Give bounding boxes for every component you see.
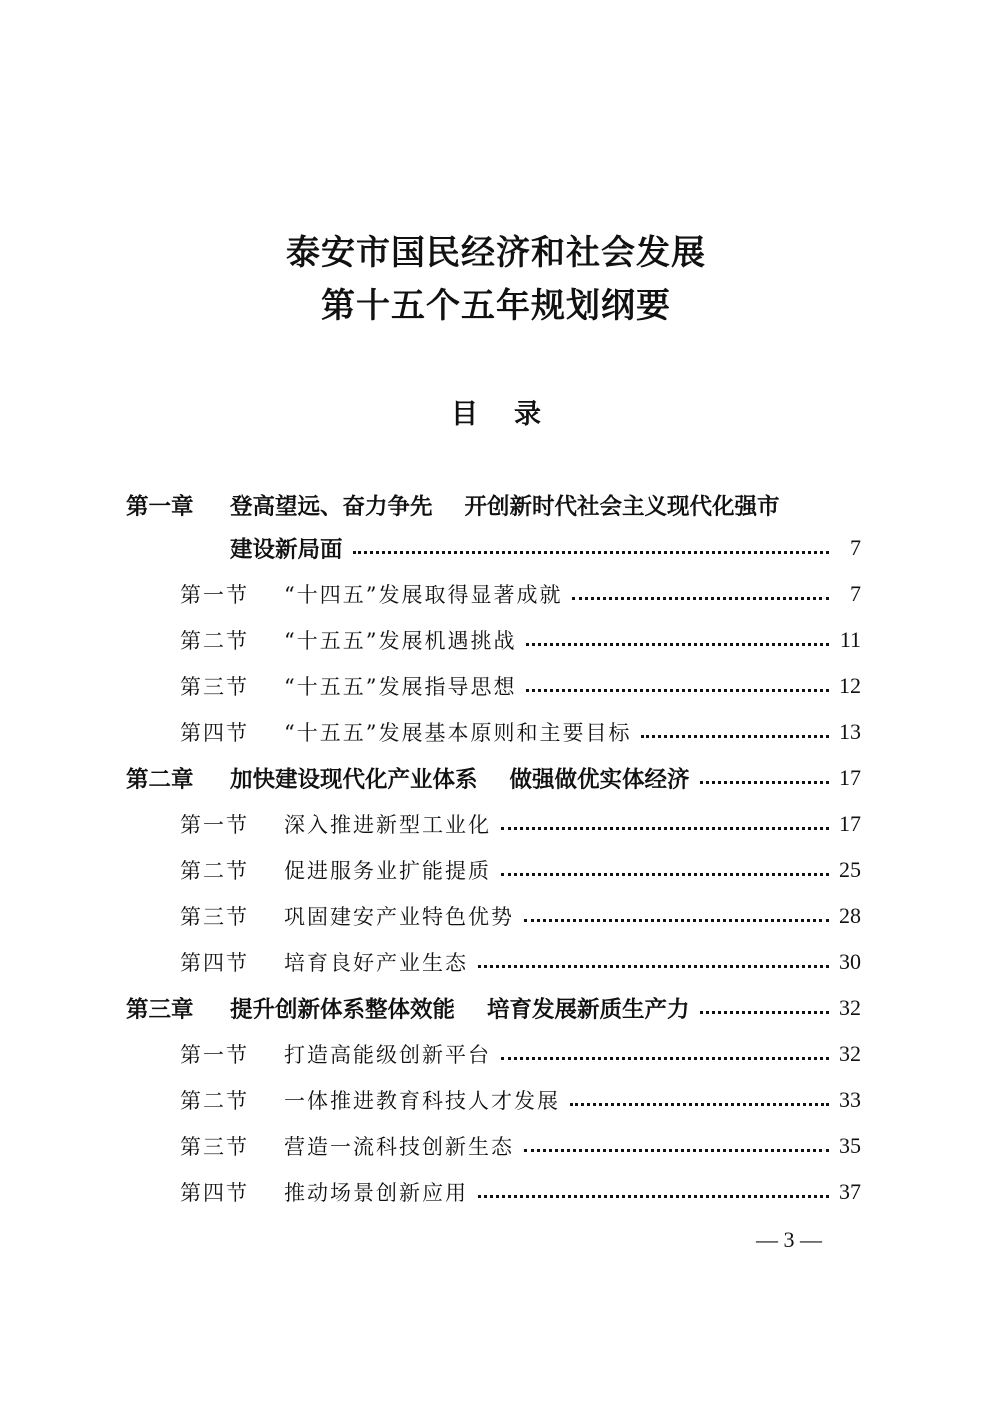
toc-page-number: 32 [839,1041,861,1066]
toc-chapter-3[interactable] [126,990,861,1026]
toc-title-part-b: 开创新时代社会主义现代化强市 [464,494,780,520]
document-title-line-2: 第十五个五年规划纲要 [321,286,671,326]
toc-leader-dots [478,965,829,968]
toc-title: “十五五”发展指导思想 [284,675,517,699]
toc-chapter-1-continued[interactable] [230,530,861,566]
toc-section[interactable] [180,806,861,842]
toc-number: 第四节 [180,1181,249,1205]
toc-page-number: 37 [839,1179,861,1204]
toc-section[interactable] [180,668,861,704]
toc-leader-dots [526,643,829,646]
toc-number: 第一节 [180,583,249,607]
toc-leader-dots [524,919,829,922]
toc-section[interactable] [180,1128,861,1164]
toc-number: 第一节 [180,1043,249,1067]
toc-title: 建设新局面 [230,537,343,563]
page-number-footer: — 3 — [756,1227,822,1252]
toc-number: 第四节 [180,721,249,745]
toc-section[interactable] [180,1036,861,1072]
document-title-line-1: 泰安市国民经济和社会发展 [286,233,706,273]
toc-title: 推动场景创新应用 [284,1181,468,1205]
toc-leader-dots [700,1011,829,1014]
toc-chapter-1[interactable] [126,487,861,523]
toc-page-number: 17 [839,765,861,790]
toc-leader-dots [700,781,829,784]
toc-heading-char-1: 目 [451,399,478,430]
toc-title: 促进服务业扩能提质 [284,859,491,883]
toc-leader-dots [570,1103,829,1106]
toc-page-number: 30 [839,949,861,974]
toc-page-number: 7 [850,535,861,560]
toc-number: 第二节 [180,629,249,653]
toc-page-number: 12 [839,673,861,698]
toc-title: 营造一流科技创新生态 [284,1135,514,1159]
toc-title: 培育良好产业生态 [284,951,468,975]
toc-title-part-a: 登高望远、奋力争先 [230,494,433,520]
toc-number: 第三章 [126,997,194,1023]
toc-title-part-b: 培育发展新质生产力 [487,997,690,1023]
toc-title: “十四五”发展取得显著成就 [284,583,563,607]
toc-title [230,489,780,521]
toc-section[interactable] [180,944,861,980]
toc-number: 第一节 [180,813,249,837]
toc-page-number: 28 [839,903,861,928]
toc-page-number: 35 [839,1133,861,1158]
toc-leader-dots [526,689,829,692]
toc-leader-dots [572,597,829,600]
toc-leader-dots [641,735,829,738]
toc-heading-char-2: 录 [514,399,541,430]
toc-title-part-a: 提升创新体系整体效能 [230,997,456,1023]
toc-title: 巩固建安产业特色优势 [284,905,514,929]
toc-page-number: 33 [839,1087,861,1112]
toc-number: 第一章 [126,494,194,520]
toc-number: 第二节 [180,859,249,883]
toc-number: 第三节 [180,1135,249,1159]
toc-leader-dots [501,1057,829,1060]
toc-page-number: 17 [839,811,861,836]
toc-title-part-a: 加快建设现代化产业体系 [230,767,478,793]
toc-section[interactable] [180,576,861,612]
toc-leader-dots [478,1195,829,1198]
toc-title-part-b: 做强做优实体经济 [509,767,690,793]
toc-leader-dots [353,551,829,554]
toc-page-number: 11 [839,627,861,652]
toc-leader-dots [524,1149,829,1152]
toc-chapter-2[interactable] [126,760,861,796]
toc-number: 第四节 [180,951,249,975]
toc-number: 第三节 [180,905,249,929]
toc-heading [0,392,992,431]
toc-number: 第三节 [180,675,249,699]
toc-section[interactable] [180,714,861,750]
toc-title: “十五五”发展基本原则和主要目标 [284,721,632,745]
toc-section[interactable] [180,852,861,888]
toc-title: 一体推进教育科技人才发展 [284,1089,560,1113]
toc-page-number: 25 [839,857,861,882]
toc-title: “十五五”发展机遇挑战 [284,629,517,653]
toc-section[interactable] [180,898,861,934]
toc-title: 打造高能级创新平台 [284,1043,491,1067]
toc-leader-dots [501,873,829,876]
toc-number: 第二章 [126,767,194,793]
toc-section[interactable] [180,1082,861,1118]
toc-title [230,992,690,1024]
toc-page-number: 7 [850,581,861,606]
toc-number: 第二节 [180,1089,249,1113]
toc-section[interactable] [180,1174,861,1210]
toc-section[interactable] [180,622,861,658]
toc-title: 深入推进新型工业化 [284,813,491,837]
toc-page-number: 32 [839,995,861,1020]
toc-leader-dots [501,827,829,830]
toc-page-number: 13 [839,719,861,744]
toc-title [230,762,690,794]
